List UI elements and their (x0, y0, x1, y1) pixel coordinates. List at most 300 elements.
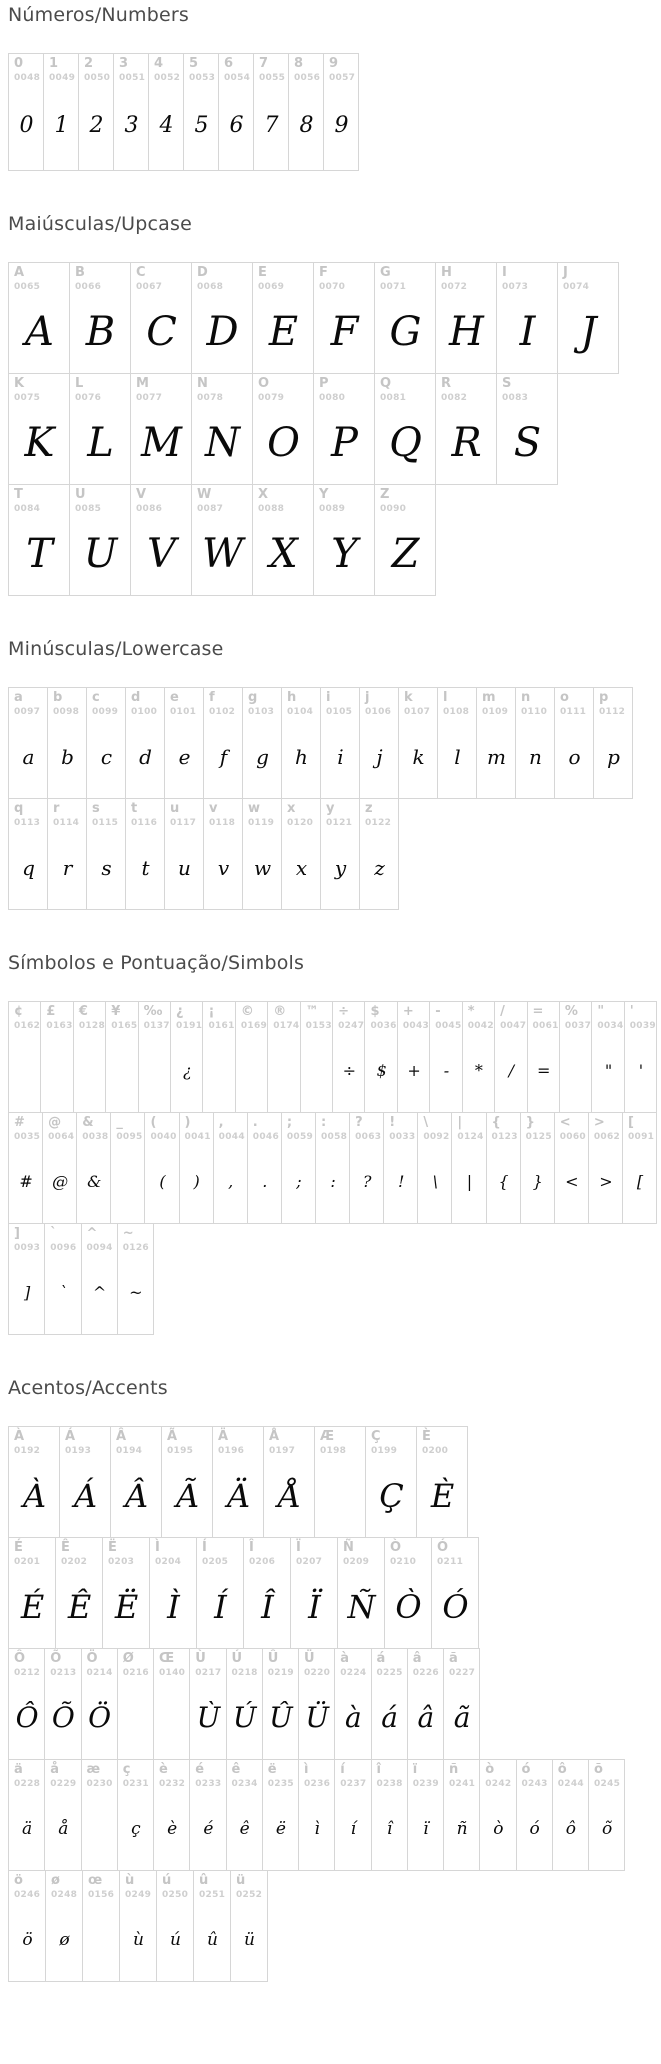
cell-character-label: 7 (259, 56, 269, 71)
cell-unicode-label: 0218 (231, 1668, 258, 1679)
cell-unicode-label: 0235 (267, 1779, 294, 1790)
glyph-cell (148, 53, 184, 171)
cell-unicode-label: 0198 (320, 1446, 347, 1457)
glyph-preview: 1 (54, 113, 69, 139)
glyph-cell (437, 687, 477, 799)
cell-unicode-label: 0097 (14, 707, 41, 718)
glyph-preview: Ñ (347, 1587, 376, 1626)
cell-unicode-label: 0220 (304, 1668, 331, 1679)
glyph-cell (213, 1112, 248, 1224)
glyph-cell (8, 1537, 56, 1649)
section-title-numbers: Números/Numbers (8, 4, 189, 26)
glyph-cell (110, 1426, 162, 1538)
cell-unicode-label: 0219 (267, 1668, 294, 1679)
glyph-cell (263, 1426, 315, 1538)
glyph-preview (87, 1789, 113, 1866)
cell-character-label: ¡ (208, 1004, 215, 1019)
character-grid (8, 262, 657, 596)
glyph-preview: á (381, 1701, 398, 1735)
glyph-preview: . (262, 1172, 268, 1192)
cell-character-label: Ç (371, 1429, 381, 1444)
glyph-cell (47, 687, 87, 799)
glyph-preview: Ì (167, 1587, 180, 1626)
glyph-preview: ô (565, 1818, 576, 1839)
cell-character-label: P (319, 376, 329, 391)
glyph-cell (298, 1759, 335, 1871)
glyph-cell (320, 798, 360, 910)
glyph-cell (281, 798, 321, 910)
glyph-preview: Ü (305, 1701, 329, 1735)
glyph-cell (520, 1112, 555, 1224)
cell-unicode-label: 0098 (53, 707, 80, 718)
glyph-preview: ç (131, 1818, 141, 1839)
glyph-cell (86, 687, 126, 799)
glyph-preview: è (167, 1818, 178, 1839)
cell-character-label: n (521, 690, 531, 705)
cell-unicode-label: 0106 (365, 707, 392, 718)
cell-character-label: Y (319, 487, 329, 502)
cell-unicode-label: 0051 (119, 73, 146, 84)
cell-character-label: } (525, 1115, 535, 1130)
cell-character-label: Î (249, 1540, 254, 1555)
glyph-preview: r (62, 855, 73, 880)
glyph-row (8, 373, 657, 485)
glyph-preview: k (412, 744, 425, 769)
cell-unicode-label: 0237 (340, 1779, 367, 1790)
glyph-preview: w (253, 855, 272, 880)
glyph-row (8, 1426, 657, 1538)
glyph-preview: 0 (19, 113, 34, 139)
section-title-uppercase: Maiúsculas/Upcase (8, 213, 193, 235)
glyph-preview: G (389, 308, 422, 355)
cell-character-label: á (376, 1651, 386, 1666)
glyph-cell (78, 53, 114, 171)
cell-character-label: Ù (195, 1651, 206, 1666)
cell-character-label: y (326, 801, 335, 816)
cell-character-label: È (422, 1429, 431, 1444)
cell-character-label: Ô (14, 1651, 26, 1666)
glyph-preview: h (295, 744, 308, 769)
cell-unicode-label: 0064 (48, 1132, 75, 1143)
cell-character-label: ö (14, 1873, 23, 1888)
cell-unicode-label: 0060 (559, 1132, 586, 1143)
cell-unicode-label: 0070 (319, 282, 346, 293)
glyph-preview: Ó (442, 1587, 469, 1626)
glyph-preview: [ (636, 1172, 644, 1192)
cell-character-label: B (75, 265, 85, 280)
cell-unicode-label: 0250 (162, 1890, 189, 1901)
glyph-cell (44, 1759, 81, 1871)
cell-unicode-label: 0194 (116, 1446, 143, 1457)
cell-unicode-label: 0205 (202, 1557, 229, 1568)
cell-character-label: Ò (390, 1540, 402, 1555)
glyph-cell (313, 373, 375, 485)
glyph-preview (88, 1900, 115, 1977)
cell-character-label: J (563, 265, 568, 280)
glyph-preview: n (529, 744, 542, 769)
glyph-preview: } (532, 1172, 543, 1192)
cell-unicode-label: 0210 (390, 1557, 417, 1568)
glyph-cell (243, 1537, 291, 1649)
cell-character-label: F (319, 265, 328, 280)
cell-character-label: 5 (189, 56, 199, 71)
glyph-cell (515, 687, 555, 799)
cell-unicode-label: 0161 (208, 1021, 235, 1032)
glyph-preview: í (350, 1818, 357, 1839)
section-symbols (8, 952, 657, 1335)
glyph-preview: j (376, 744, 383, 769)
glyph-cell (374, 484, 436, 596)
glyph-preview: ) (193, 1172, 200, 1192)
glyph-cell (144, 1112, 179, 1224)
glyph-preview: 6 (229, 113, 244, 139)
glyph-cell (315, 1112, 350, 1224)
cell-character-label: ¢ (14, 1004, 24, 1019)
cell-unicode-label: 0242 (485, 1779, 512, 1790)
cell-unicode-label: 0251 (199, 1890, 226, 1901)
cell-unicode-label: 0247 (338, 1021, 365, 1032)
cell-unicode-label: 0252 (236, 1890, 263, 1901)
glyph-preview: 5 (194, 113, 209, 139)
glyph-preview: * (474, 1061, 483, 1081)
glyph-preview: " (604, 1061, 613, 1081)
glyph-preview: ÷ (342, 1061, 356, 1081)
cell-unicode-label: 0241 (449, 1779, 476, 1790)
glyph-preview: N (205, 419, 240, 466)
glyph-preview: m (487, 744, 506, 769)
cell-character-label: 6 (224, 56, 234, 71)
glyph-preview: ` (59, 1283, 68, 1303)
glyph-cell (86, 798, 126, 910)
glyph-cell (196, 1537, 244, 1649)
glyph-cell (43, 53, 79, 171)
cell-character-label: ! (389, 1115, 396, 1130)
glyph-preview: û (207, 1929, 218, 1950)
glyph-cell (262, 1759, 299, 1871)
glyph-cell (443, 1648, 480, 1760)
glyph-row (8, 53, 657, 171)
glyph-preview: B (85, 308, 116, 355)
cell-character-label: ï (412, 1762, 418, 1777)
glyph-preview (123, 1678, 149, 1755)
cell-character-label: b (53, 690, 63, 705)
cell-character-label: Œ (159, 1651, 175, 1666)
cell-unicode-label: 0100 (131, 707, 158, 718)
glyph-cell (44, 1223, 81, 1335)
glyph-cell (164, 687, 204, 799)
cell-character-label: Ã (167, 1429, 178, 1444)
cell-unicode-label: 0104 (287, 707, 314, 718)
glyph-cell (479, 1759, 516, 1871)
glyph-preview: F (330, 308, 359, 355)
cell-unicode-label: 0096 (50, 1243, 77, 1254)
cell-unicode-label: 0120 (287, 818, 314, 829)
cell-unicode-label: 0103 (248, 707, 275, 718)
cell-unicode-label: 0042 (467, 1021, 494, 1032)
cell-character-label: * (467, 1004, 475, 1019)
glyph-preview: u (178, 855, 191, 880)
cell-character-label: T (14, 487, 23, 502)
glyph-preview: 8 (299, 113, 314, 139)
cell-character-label: l (443, 690, 448, 705)
cell-character-label: C (136, 265, 146, 280)
cell-unicode-label: 0084 (14, 504, 41, 515)
glyph-preview: Å (277, 1476, 302, 1515)
character-grid (8, 53, 657, 171)
cell-unicode-label: 0211 (437, 1557, 464, 1568)
glyph-preview: ; (296, 1172, 302, 1192)
cell-character-label: ] (14, 1226, 20, 1241)
cell-character-label: Ë (108, 1540, 117, 1555)
cell-character-label: ñ (449, 1762, 459, 1777)
cell-unicode-label: 0033 (389, 1132, 416, 1143)
cell-character-label: = (532, 1004, 544, 1019)
cell-character-label: À (14, 1429, 25, 1444)
glyph-cell (69, 373, 131, 485)
cell-unicode-label: 0245 (594, 1779, 621, 1790)
glyph-cell (337, 1537, 385, 1649)
glyph-preview: 9 (334, 113, 349, 139)
cell-unicode-label: 0101 (170, 707, 197, 718)
glyph-cell (117, 1648, 154, 1760)
glyph-preview: | (466, 1172, 473, 1192)
cell-unicode-label: 0065 (14, 282, 41, 293)
cell-character-label: Ú (231, 1651, 243, 1666)
glyph-cell (76, 1112, 111, 1224)
glyph-cell (69, 484, 131, 596)
glyph-cell (374, 262, 436, 374)
cell-character-label: ~ (122, 1226, 134, 1241)
cell-unicode-label: 0230 (86, 1779, 113, 1790)
cell-unicode-label: 0054 (224, 73, 251, 84)
cell-character-label: Â (116, 1429, 127, 1444)
cell-character-label: a (14, 690, 23, 705)
cell-character-label: ¥ (111, 1004, 121, 1019)
glyph-cell (47, 798, 87, 910)
glyph-preview: i (337, 744, 344, 769)
glyph-cell (179, 1112, 214, 1224)
cell-unicode-label: 0061 (532, 1021, 559, 1032)
glyph-preview: a (22, 744, 35, 769)
cell-character-label: $ (370, 1004, 380, 1019)
cell-character-label: 3 (119, 56, 129, 71)
glyph-preview (144, 1031, 166, 1108)
cell-character-label: ø (51, 1873, 60, 1888)
cell-character-label: ; (286, 1115, 293, 1130)
cell-unicode-label: 0045 (435, 1021, 462, 1032)
cell-unicode-label: 0169 (240, 1021, 268, 1032)
glyph-preview: t (141, 855, 150, 880)
cell-unicode-label: 0191 (176, 1021, 203, 1032)
cell-unicode-label: 0067 (136, 282, 163, 293)
glyph-row (8, 1648, 657, 1760)
glyph-preview: / (508, 1061, 514, 1081)
cell-character-label: . (252, 1115, 258, 1130)
cell-character-label: Ä (218, 1429, 229, 1444)
cell-character-label: ) (184, 1115, 191, 1130)
cell-unicode-label: 0165 (111, 1021, 138, 1032)
glyph-cell (397, 1001, 430, 1113)
glyph-preview: Y (331, 530, 358, 577)
glyph-cell (516, 1759, 553, 1871)
glyph-preview: ^ (92, 1283, 107, 1303)
glyph-preview: Ù (196, 1701, 221, 1735)
cell-character-label: V (136, 487, 147, 502)
cell-unicode-label: 0087 (197, 504, 224, 515)
cell-character-label: í (340, 1762, 345, 1777)
cell-character-label: [ (627, 1115, 634, 1130)
glyph-cell (359, 687, 399, 799)
glyph-cell (559, 1001, 592, 1113)
glyph-preview: ê (239, 1818, 250, 1839)
cell-character-label: H (441, 265, 452, 280)
cell-character-label: à (340, 1651, 350, 1666)
glyph-preview: ï (423, 1818, 429, 1839)
glyph-preview: C (146, 308, 177, 355)
glyph-preview: ü (244, 1929, 255, 1950)
cell-unicode-label: 0089 (319, 504, 346, 515)
cell-character-label: g (248, 690, 258, 705)
cell-unicode-label: 0110 (521, 707, 548, 718)
glyph-cell (8, 1648, 45, 1760)
cell-character-label: Û (267, 1651, 279, 1666)
cell-character-label: j (365, 690, 370, 705)
cell-character-label: S (502, 376, 512, 391)
glyph-preview: 2 (89, 113, 104, 139)
cell-character-label: 4 (154, 56, 164, 71)
cell-character-label: { (491, 1115, 501, 1130)
cell-unicode-label: 0203 (108, 1557, 135, 1568)
cell-unicode-label: 0069 (258, 282, 285, 293)
cell-unicode-label: 0162 (14, 1021, 41, 1032)
glyph-cell (55, 1537, 103, 1649)
cell-unicode-label: 0231 (122, 1779, 149, 1790)
cell-unicode-label: 0122 (365, 818, 392, 829)
cell-unicode-label: 0053 (189, 73, 216, 84)
glyph-cell (69, 262, 131, 374)
cell-unicode-label: 0034 (597, 1021, 624, 1032)
cell-unicode-label: 0234 (231, 1779, 258, 1790)
cell-character-label: ó (521, 1762, 531, 1777)
cell-character-label: ü (236, 1873, 246, 1888)
glyph-cell (230, 1870, 268, 1982)
cell-unicode-label: 0091 (627, 1132, 655, 1143)
glyph-cell (203, 798, 243, 910)
cell-unicode-label: 0137 (143, 1021, 170, 1032)
glyph-cell (435, 373, 497, 485)
glyph-preview (46, 1031, 68, 1108)
glyph-cell (262, 1648, 299, 1760)
cell-unicode-label: 0050 (84, 73, 111, 84)
cell-character-label: < (559, 1115, 571, 1130)
glyph-preview: Z (391, 530, 420, 577)
cell-unicode-label: 0040 (150, 1132, 177, 1143)
glyph-cell (416, 1426, 468, 1538)
glyph-preview: S (513, 419, 542, 466)
glyph-cell (189, 1648, 226, 1760)
cell-character-label: ™ (305, 1004, 319, 1019)
glyph-cell (242, 798, 282, 910)
glyph-cell (193, 1870, 231, 1982)
glyph-preview: e (178, 744, 191, 769)
cell-character-label: Ó (437, 1540, 449, 1555)
cell-character-label: c (92, 690, 100, 705)
cell-character-label: M (136, 376, 149, 391)
glyph-cell (593, 687, 633, 799)
glyph-preview: Ò (395, 1587, 422, 1626)
glyph-cell (451, 1112, 486, 1224)
cell-unicode-label: 0073 (502, 282, 529, 293)
glyph-cell (486, 1112, 521, 1224)
glyph-cell (622, 1112, 657, 1224)
glyph-cell (407, 1648, 444, 1760)
cell-character-label: - (435, 1004, 441, 1019)
glyph-preview: 4 (159, 113, 174, 139)
glyph-preview: @ (52, 1172, 69, 1192)
cell-character-label: Å (269, 1429, 280, 1444)
cell-character-label: æ (86, 1762, 101, 1777)
glyph-preview: å (58, 1818, 69, 1839)
cell-character-label: A (14, 265, 25, 280)
cell-unicode-label: 0048 (14, 73, 41, 84)
cell-character-label: è (159, 1762, 168, 1777)
glyph-row (8, 484, 657, 596)
glyph-cell (253, 53, 289, 171)
cell-unicode-label: 0036 (370, 1021, 397, 1032)
cell-unicode-label: 0119 (248, 818, 275, 829)
glyph-cell (288, 53, 324, 171)
cell-character-label: ú (162, 1873, 172, 1888)
glyph-preview: î (386, 1818, 393, 1839)
cell-character-label: z (365, 801, 373, 816)
cell-character-label: ( (150, 1115, 157, 1130)
cell-unicode-label: 0107 (404, 707, 431, 718)
glyph-preview: ' (638, 1061, 644, 1081)
glyph-preview (565, 1031, 587, 1108)
glyph-cell (557, 262, 619, 374)
cell-unicode-label: 0085 (75, 504, 102, 515)
glyph-preview: ¿ (182, 1061, 192, 1081)
cell-unicode-label: 0088 (258, 504, 285, 515)
cell-unicode-label: 0082 (441, 393, 468, 404)
glyph-preview: Ê (67, 1587, 92, 1626)
cell-unicode-label: 0092 (423, 1132, 450, 1143)
section-title-lowercase: Minúsculas/Lowercase (8, 638, 224, 660)
cell-character-label: Ü (304, 1651, 315, 1666)
glyph-cell (8, 1426, 60, 1538)
glyph-cell (73, 1001, 106, 1113)
glyph-row (8, 1537, 657, 1649)
cell-character-label: " (597, 1004, 605, 1019)
glyph-preview: Û (269, 1701, 293, 1735)
cell-character-label: 8 (294, 56, 304, 71)
glyph-preview: R (451, 419, 482, 466)
cell-unicode-label: 0228 (14, 1779, 41, 1790)
cell-character-label: û (199, 1873, 209, 1888)
glyph-preview: d (139, 744, 152, 769)
glyph-cell (8, 1870, 46, 1982)
glyph-preview: # (19, 1172, 33, 1192)
cell-unicode-label: 0109 (482, 707, 509, 718)
glyph-cell (552, 1759, 589, 1871)
cell-character-label: Ï (296, 1540, 301, 1555)
cell-unicode-label: 0192 (14, 1446, 41, 1457)
cell-unicode-label: 0123 (491, 1132, 518, 1143)
glyph-cell (290, 1537, 338, 1649)
cell-unicode-label: 0213 (50, 1668, 77, 1679)
glyph-preview (159, 1678, 185, 1755)
cell-unicode-label: 0111 (560, 707, 587, 718)
